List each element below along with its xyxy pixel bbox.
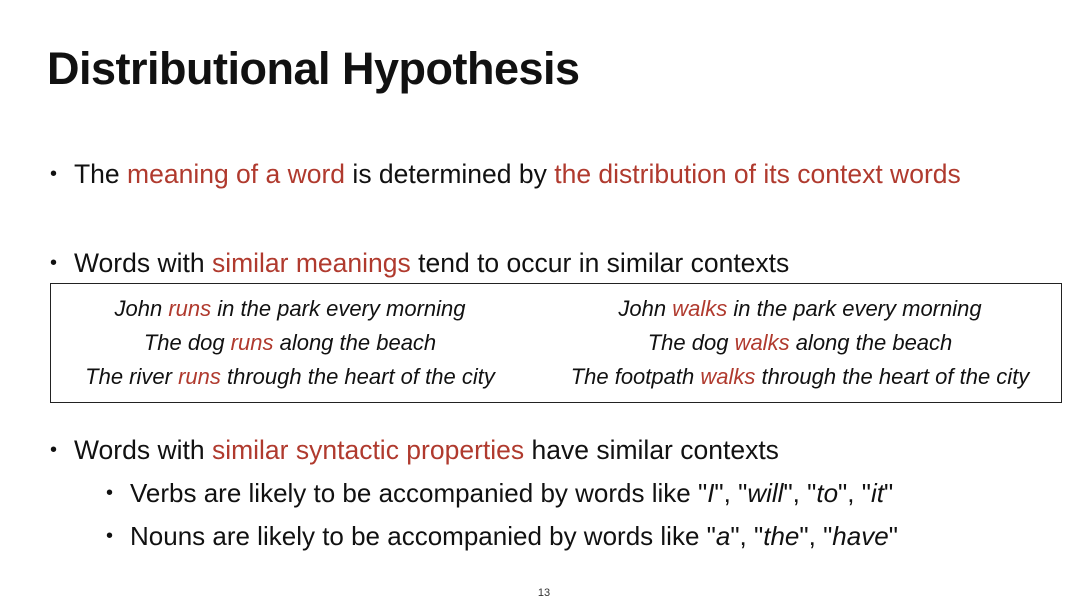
- bullet-text: Verbs are likely to be accompanied by words like "I", "will", "to", "it": [130, 478, 894, 508]
- text-highlight: walks: [672, 296, 728, 321]
- text-plain: have similar contexts: [524, 435, 779, 465]
- text-highlight: walks: [700, 364, 756, 389]
- text-highlight: meaning of a word: [127, 159, 346, 189]
- bullet-dot: •: [50, 252, 58, 274]
- bullet-dot: •: [106, 482, 114, 504]
- example-box: [50, 283, 1062, 403]
- text-plain: The river: [85, 364, 179, 389]
- bullet-text: [74, 247, 789, 279]
- text-highlight: runs: [178, 364, 221, 389]
- bullet-text: [74, 434, 779, 466]
- example-word: it: [870, 478, 884, 508]
- bullet-text: Nouns are likely to be accompanied by words like "a", "the", "have": [130, 521, 898, 551]
- example-word: will: [747, 478, 784, 508]
- bullet-dot: •: [106, 525, 114, 547]
- text-plain: The dog: [143, 330, 231, 355]
- text-plain: The: [74, 159, 128, 189]
- text-highlight: similar meanings: [211, 248, 411, 278]
- text-highlight: the distribution of its context words: [554, 159, 961, 189]
- example-sentence: [51, 326, 529, 360]
- slide-title: Distributional Hypothesis: [47, 43, 580, 94]
- text-plain: The dog: [647, 330, 735, 355]
- text-plain: along the beach: [273, 330, 437, 355]
- example-word: the: [763, 521, 800, 551]
- example-sentence: [51, 360, 529, 394]
- text-highlight: similar syntactic properties: [211, 435, 525, 465]
- text-plain: Nouns are likely to be accompanied by words like: [130, 521, 707, 551]
- text-highlight: runs: [230, 330, 274, 355]
- example-word: have: [832, 521, 889, 551]
- text-plain: Words with: [74, 248, 212, 278]
- text-highlight: runs: [168, 296, 212, 321]
- text-plain: The footpath: [570, 364, 701, 389]
- text-plain: in the park every morning: [727, 296, 982, 321]
- text-plain: through the heart of the city: [755, 364, 1030, 389]
- example-sentence: [51, 292, 529, 326]
- text-plain: in the park every morning: [211, 296, 466, 321]
- bullet-dot: •: [50, 163, 58, 185]
- examples-runs: [51, 292, 529, 394]
- text-plain: through the heart of the city: [220, 364, 495, 389]
- text-plain: Words with: [74, 435, 212, 465]
- text-plain: along the beach: [789, 330, 953, 355]
- text-plain: John: [618, 296, 673, 321]
- example-sentence: [541, 326, 1059, 360]
- bullet-dot: •: [50, 439, 58, 461]
- example-word: to: [816, 478, 839, 508]
- text-plain: is determined by: [345, 159, 555, 189]
- text-plain: John: [114, 296, 169, 321]
- example-word: a: [715, 521, 731, 551]
- bullet-text: [74, 158, 1034, 190]
- text-plain: Verbs are likely to be accompanied by words like: [130, 478, 698, 508]
- text-highlight: walks: [734, 330, 790, 355]
- examples-walks: [541, 292, 1059, 394]
- page-number: 13: [537, 587, 551, 599]
- text-plain: tend to occur in similar contexts: [410, 248, 790, 278]
- example-sentence: [541, 292, 1059, 326]
- example-sentence: [541, 360, 1059, 394]
- example-word: I: [707, 478, 715, 508]
